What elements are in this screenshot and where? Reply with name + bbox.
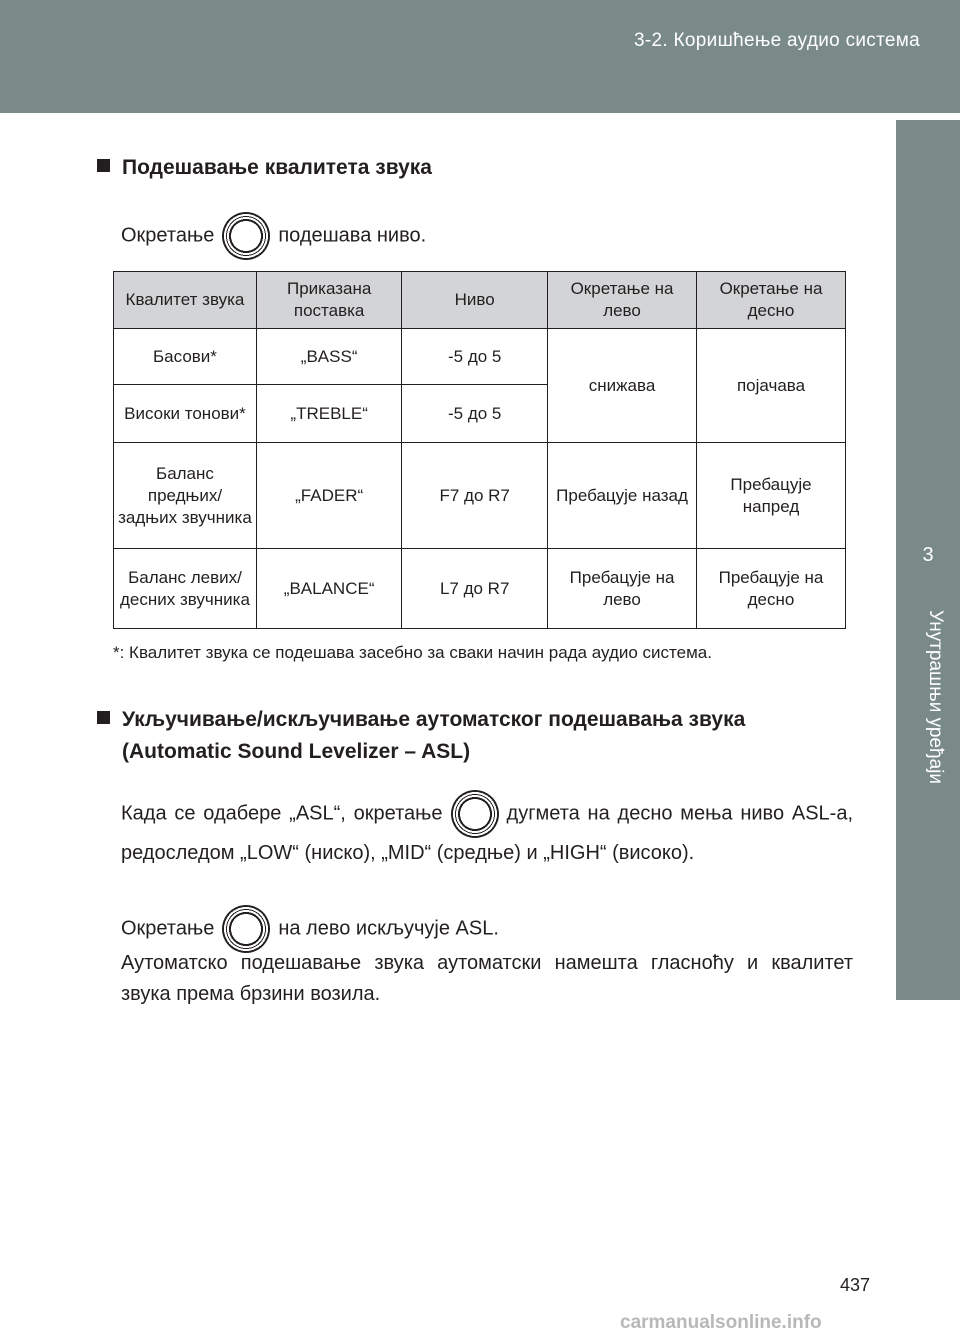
asl-paragraph-3: Аутоматско подешавање звука аутоматски намешта гласноћу и квалитет звука према брзини возила.: [121, 952, 853, 1005]
intro-paragraph: Окретање подешава ниво.: [121, 212, 721, 260]
table-cell: Басови*: [114, 329, 257, 385]
side-tab-bar: [896, 120, 960, 513]
sound-quality-table: [113, 271, 846, 629]
table-cell: -5 до 5: [402, 329, 548, 385]
tune-knob-icon: [222, 212, 270, 260]
table-cell: „BALANCE“: [256, 549, 401, 629]
square-bullet-icon: [97, 711, 110, 724]
table-cell: „BASS“: [256, 329, 401, 385]
tune-knob-icon: [451, 790, 499, 838]
chapter-number: 3: [922, 544, 934, 566]
section-heading-sound-quality: Подешавање квалитета звука: [97, 152, 432, 184]
table-cell: Баланс левих/десних звучника: [114, 549, 257, 629]
table-header-cell: Ниво: [402, 272, 548, 329]
table-cell: Пребацује напред: [697, 443, 846, 549]
table-cell: Високи тонови*: [114, 385, 257, 443]
table-cell: снижава: [548, 329, 697, 443]
footnote: *: Квалитет звука се подешава засебно за сваки начин рада аудио система.: [113, 643, 712, 662]
table-row: [114, 549, 846, 629]
table-header-row: [114, 272, 846, 329]
table-cell: Баланс предњих/ задњих звучника: [114, 443, 257, 549]
table-header-cell: Окретање на десно: [697, 272, 846, 329]
table-cell: Пребацује на лево: [548, 549, 697, 629]
table-cell: „TREBLE“: [256, 385, 401, 443]
tune-knob-icon: [222, 905, 270, 953]
asl-paragraph-2: Окретање на лево искључује ASL.: [121, 905, 853, 953]
page-header: [0, 0, 960, 113]
table-cell: Пребацује назад: [548, 443, 697, 549]
chapter-label: Унутрашњи уређаји: [925, 610, 946, 785]
table-cell: L7 до R7: [402, 549, 548, 629]
header-title: 3-2. Коришћење аудио система: [634, 30, 920, 51]
table-cell: „FADER“: [256, 443, 401, 549]
watermark: carmanualsonline.info: [620, 1312, 822, 1333]
table-row: [114, 443, 846, 549]
section-heading-asl: Укључивање/искључивање аутоматског подешавања звука (Automatic Sound Levelizer – ASL): [97, 704, 745, 768]
page-number: 437: [840, 1275, 871, 1295]
table-row: [114, 329, 846, 385]
table-header-cell: Окретање на лево: [548, 272, 697, 329]
asl-paragraph-1: Када се одабере „ASL“, окретање дугмета на десно мења ниво ASL-а, редоследом „LOW“ (ниско), „MID“ (средње) и „HIGH“ (високо).: [121, 790, 853, 869]
table-cell: Пребацује на десно: [697, 549, 846, 629]
table-cell: појачава: [697, 329, 846, 443]
table-cell: -5 до 5: [402, 385, 548, 443]
square-bullet-icon: [97, 159, 110, 172]
table-cell: F7 до R7: [402, 443, 548, 549]
table-header-cell: Приказана поставка: [256, 272, 401, 329]
table-header-cell: Квалитет звука: [114, 272, 257, 329]
